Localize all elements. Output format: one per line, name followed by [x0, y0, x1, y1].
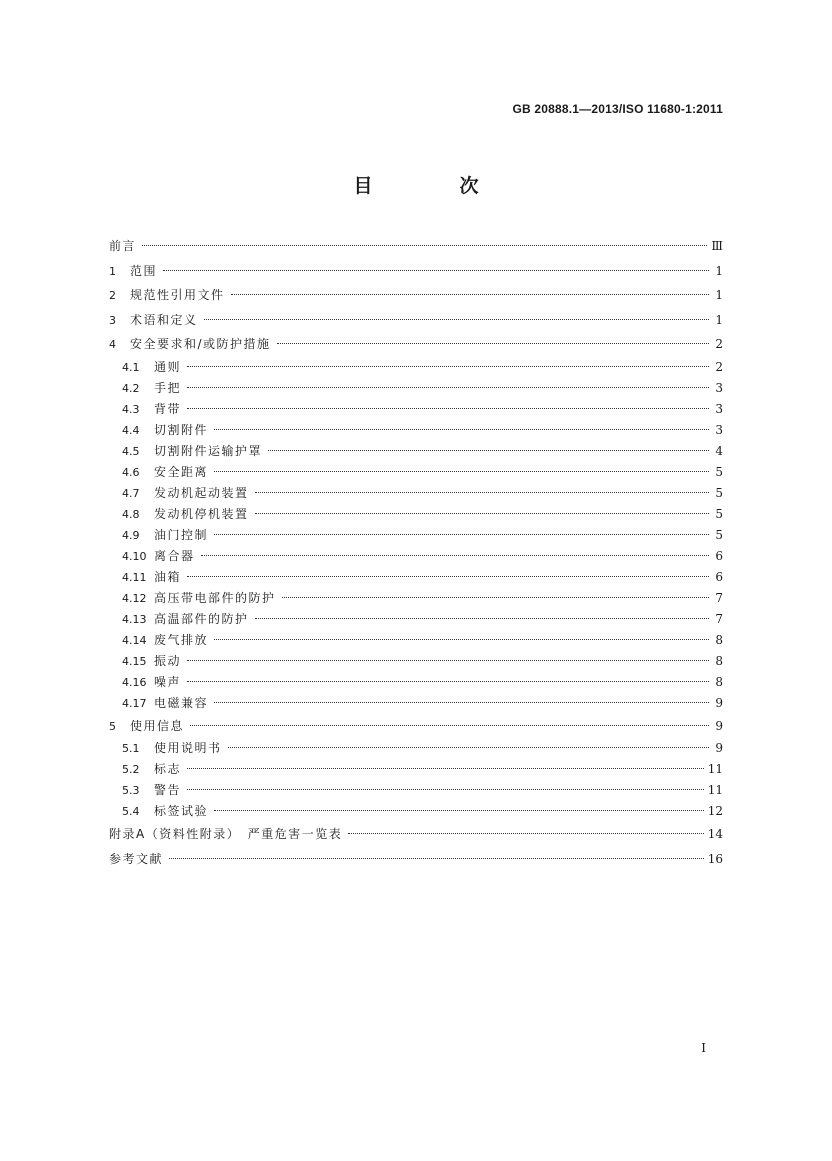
toc-entry-page: 4 — [715, 443, 723, 458]
toc-entry-label: 油门控制 — [154, 527, 209, 542]
toc-entry-label: 废气排放 — [154, 632, 209, 647]
toc-entry-label: 电磁兼容 — [154, 695, 209, 710]
toc-entry[interactable] — [109, 609, 723, 630]
toc-entry[interactable] — [109, 308, 723, 333]
dot-leader — [214, 534, 709, 535]
dot-leader — [187, 408, 709, 409]
toc-entry-number: 2 — [109, 289, 116, 302]
toc-entry[interactable] — [109, 332, 723, 357]
toc-entry-page: 5 — [715, 485, 723, 500]
toc-entry-number: 4 — [109, 338, 116, 351]
toc-entry-number: 4.13 — [122, 612, 147, 626]
toc-entry-label: 术语和定义 — [130, 312, 198, 327]
toc-entry-label: 振动 — [154, 653, 182, 668]
dot-leader — [142, 245, 707, 246]
toc-entry-label: 高压带电部件的防护 — [154, 590, 276, 605]
toc-entry-label: 使用信息 — [130, 718, 185, 733]
toc-entry-number: 4.12 — [122, 591, 147, 605]
dot-leader — [255, 618, 709, 619]
toc-entry-number: 4.8 — [122, 507, 140, 521]
toc-entry-number: 5.3 — [122, 784, 140, 797]
dot-leader — [214, 639, 709, 640]
toc-entry[interactable] — [109, 234, 723, 259]
toc-entry-number: 4.10 — [122, 549, 147, 563]
dot-leader — [214, 702, 709, 703]
toc-entry[interactable] — [109, 714, 723, 739]
toc-entry-number: 4.15 — [122, 654, 147, 668]
toc-entry[interactable] — [109, 441, 723, 462]
toc-entry-number: 1 — [109, 264, 116, 278]
page-title: 目 次 — [353, 175, 513, 197]
dot-leader — [277, 343, 709, 344]
dot-leader — [214, 429, 709, 430]
standard-number: GB 20888.1—2013/ISO 11680-1:2011 — [512, 102, 723, 116]
toc-entry-number: 4.16 — [122, 675, 147, 689]
toc-entry-page: 16 — [707, 851, 723, 866]
toc-entry-page: 7 — [715, 611, 723, 626]
toc-entry-page: 1 — [715, 288, 723, 302]
toc-entry-number: 3 — [109, 313, 116, 327]
standard-number-header — [512, 102, 723, 116]
dot-leader — [282, 597, 709, 598]
toc-entry-number: 5.2 — [122, 763, 140, 776]
dot-leader — [348, 833, 704, 834]
dot-leader — [187, 768, 704, 769]
toc-entry[interactable] — [109, 259, 723, 284]
toc-entry-number: 4.7 — [122, 486, 140, 500]
toc-entry[interactable] — [109, 651, 723, 672]
toc-entry-page: 6 — [715, 569, 723, 584]
toc-entry[interactable] — [109, 801, 723, 822]
toc-entry-label: 发动机起动装置 — [154, 485, 249, 500]
toc-entry-page: 14 — [707, 827, 723, 841]
toc-entry-page: Ⅲ — [711, 239, 723, 253]
toc-entry-label: 切割附件运输护罩 — [154, 443, 263, 458]
toc-entry-label: 背带 — [154, 401, 182, 416]
toc-entry-number: 4.3 — [122, 402, 140, 416]
toc-entry[interactable] — [109, 399, 723, 420]
toc-entry-label: 通则 — [154, 359, 182, 374]
dot-leader — [187, 387, 709, 388]
toc-entry-number: 4.9 — [122, 528, 140, 542]
dot-leader — [201, 555, 709, 556]
toc-entry[interactable] — [109, 630, 723, 651]
toc-entry-label: 手把 — [154, 380, 182, 395]
toc-entry-label: 安全要求和/或防护措施 — [130, 337, 271, 351]
dot-leader — [228, 747, 709, 748]
toc-entry-label: 附录A（资料性附录） 严重危害一览表 — [109, 827, 343, 841]
toc-entry-number: 4.11 — [122, 570, 147, 584]
dot-leader — [204, 319, 709, 320]
toc-entry[interactable] — [109, 357, 723, 378]
toc-entry-number: 5.4 — [122, 805, 140, 818]
toc-entry[interactable] — [109, 693, 723, 714]
toc-entry-page: 9 — [715, 741, 723, 755]
toc-entry-page: 1 — [715, 263, 723, 278]
toc-entry-label: 油箱 — [154, 569, 182, 584]
toc-entry-label: 安全距离 — [154, 464, 209, 479]
dot-leader — [214, 471, 709, 472]
toc-entry-page: 5 — [715, 506, 723, 521]
toc-entry-page: 2 — [715, 359, 723, 374]
toc-entry-label: 参考文献 — [109, 851, 164, 866]
toc-entry-number: 4.17 — [122, 696, 147, 710]
toc-entry-page: 9 — [715, 718, 723, 733]
toc-entry[interactable] — [109, 546, 723, 567]
toc-entry[interactable] — [109, 759, 723, 780]
toc-entry[interactable] — [109, 588, 723, 609]
toc-entry[interactable] — [109, 780, 723, 801]
toc-entry[interactable] — [109, 738, 723, 759]
toc-entry-number: 5 — [109, 719, 116, 733]
toc-entry-number: 4.2 — [122, 381, 140, 395]
dot-leader — [187, 660, 709, 661]
dot-leader — [255, 492, 709, 493]
toc-entry[interactable] — [109, 283, 723, 308]
toc-entry-page: 8 — [715, 653, 723, 668]
dot-leader — [187, 789, 704, 790]
toc-entry-page: 3 — [715, 401, 723, 416]
dot-leader — [214, 810, 704, 811]
dot-leader — [231, 294, 709, 295]
toc-entry-page: 11 — [707, 783, 723, 797]
toc-entry-number: 4.6 — [122, 465, 140, 479]
toc-entry[interactable] — [109, 420, 723, 441]
toc-entry[interactable] — [109, 822, 723, 847]
dot-leader — [187, 576, 709, 577]
toc-entry-page: 3 — [715, 422, 723, 437]
toc-entry[interactable] — [109, 378, 723, 399]
table-of-contents — [109, 234, 723, 871]
toc-entry-label: 发动机停机装置 — [154, 506, 249, 521]
dot-leader — [187, 681, 709, 682]
toc-entry-label: 噪声 — [154, 674, 182, 689]
toc-entry[interactable] — [109, 567, 723, 588]
dot-leader — [169, 858, 704, 859]
toc-entry-number: 5.1 — [122, 742, 140, 755]
toc-entry[interactable] — [109, 525, 723, 546]
toc-entry-label: 规范性引用文件 — [130, 288, 225, 302]
dot-leader — [187, 366, 709, 367]
toc-entry-label: 警告 — [154, 783, 182, 797]
toc-entry-number: 4.5 — [122, 444, 140, 458]
toc-entry-label: 标志 — [154, 762, 182, 776]
toc-entry-label: 标签试验 — [154, 804, 209, 818]
toc-entry[interactable] — [109, 462, 723, 483]
toc-entry-page: 8 — [715, 674, 723, 689]
toc-entry-label: 前言 — [109, 239, 137, 253]
toc-entry-page: 3 — [715, 380, 723, 395]
page-number-footer: I — [701, 1041, 706, 1055]
toc-entry-page: 7 — [715, 590, 723, 605]
toc-entry-label: 高温部件的防护 — [154, 611, 249, 626]
toc-entry-label: 使用说明书 — [154, 741, 222, 755]
dot-leader — [163, 270, 709, 271]
toc-entry-page: 5 — [715, 464, 723, 479]
dot-leader — [190, 725, 709, 726]
toc-entry-label: 范围 — [130, 263, 158, 278]
dot-leader — [268, 450, 709, 451]
toc-entry[interactable] — [109, 483, 723, 504]
toc-entry-number: 4.1 — [122, 360, 140, 374]
toc-entry-label: 切割附件 — [154, 422, 209, 437]
toc-entry-page: 8 — [715, 632, 723, 647]
toc-entry-label: 离合器 — [154, 548, 195, 563]
toc-entry-page: 12 — [707, 804, 723, 818]
toc-entry[interactable] — [109, 672, 723, 693]
toc-entry[interactable] — [109, 504, 723, 525]
toc-entry-number: 4.14 — [122, 633, 147, 647]
toc-entry-page: 9 — [715, 695, 723, 710]
toc-entry[interactable] — [109, 847, 723, 872]
toc-entry-page: 11 — [707, 762, 723, 776]
toc-entry-page: 6 — [715, 548, 723, 563]
dot-leader — [255, 513, 709, 514]
toc-entry-page: 1 — [715, 312, 723, 327]
toc-entry-page: 2 — [715, 337, 723, 351]
toc-entry-page: 5 — [715, 527, 723, 542]
toc-entry-number: 4.4 — [122, 423, 140, 437]
